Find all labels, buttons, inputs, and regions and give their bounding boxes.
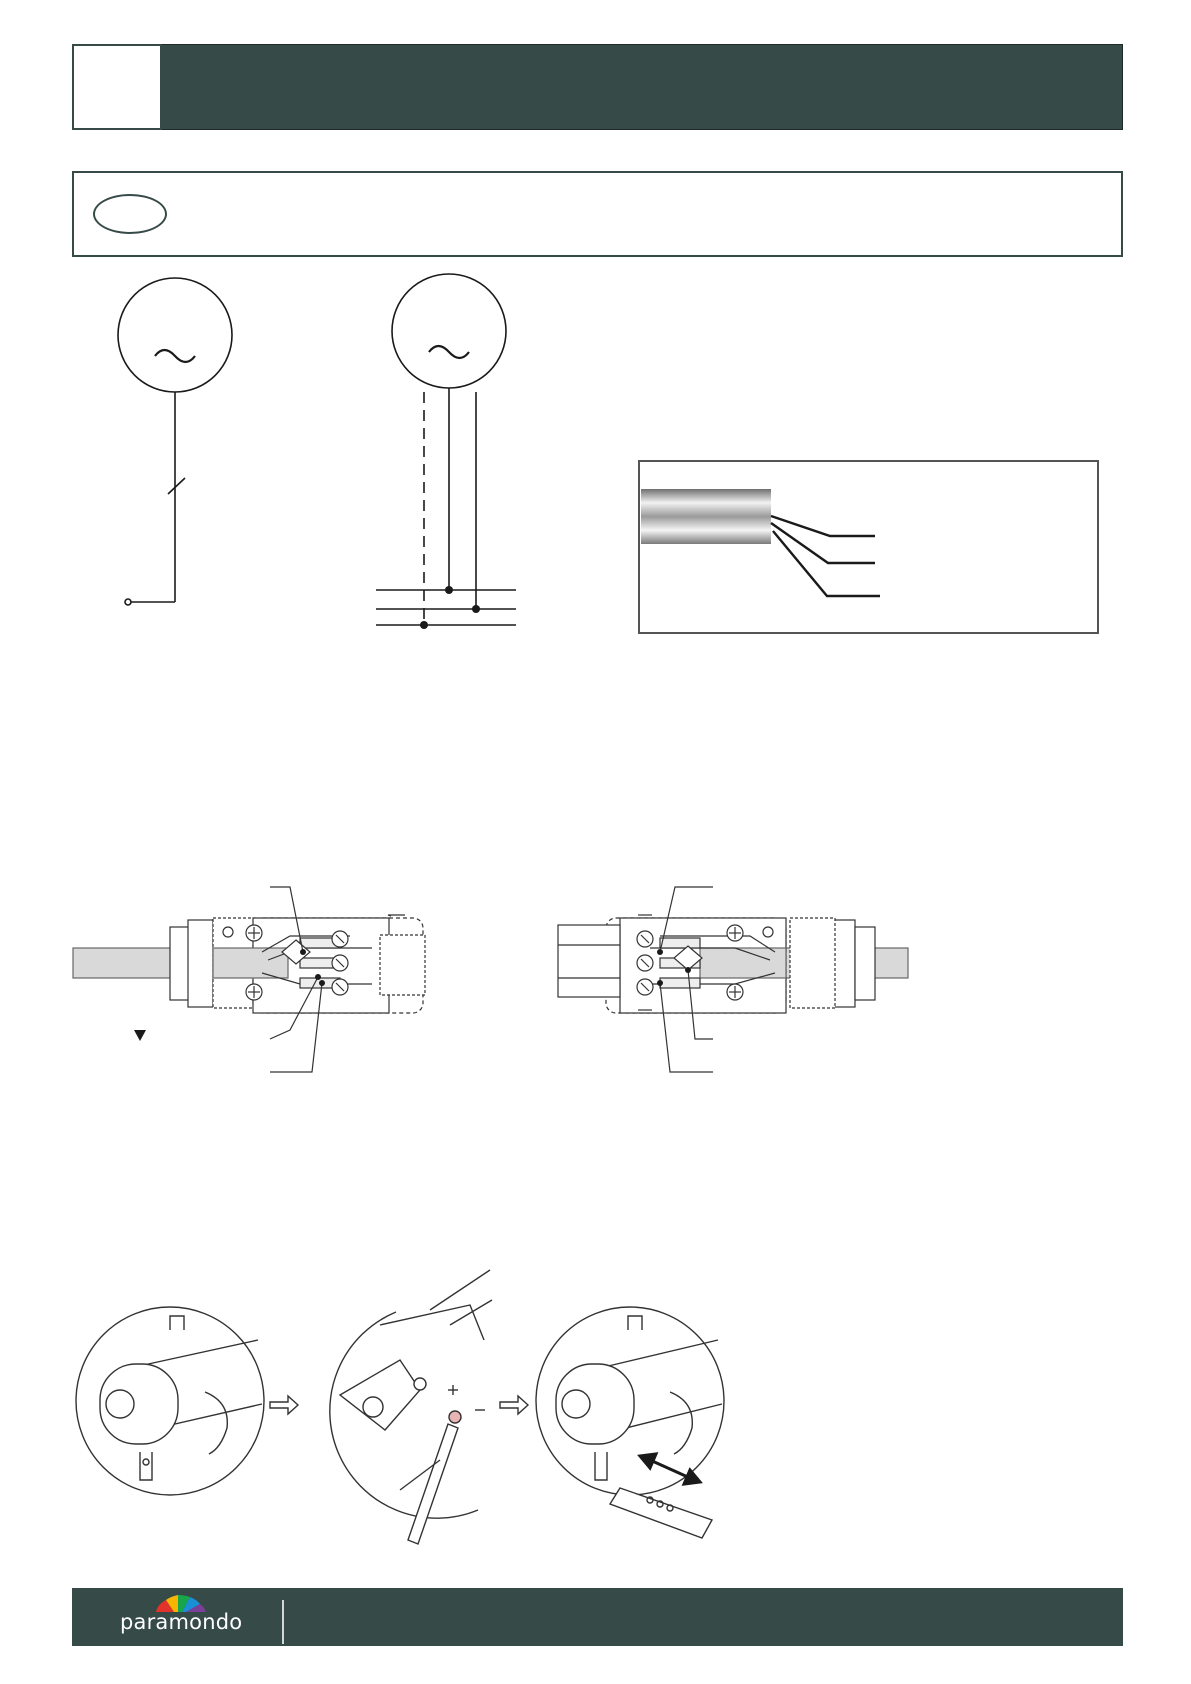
arrow-left-icon — [640, 1454, 656, 1468]
footer-divider — [282, 1600, 284, 1644]
brand-name: paramondo — [120, 1610, 243, 1634]
brand-logo — [118, 1592, 248, 1644]
arrow-right-icon — [684, 1470, 700, 1484]
remote-control-icon — [610, 1488, 712, 1538]
